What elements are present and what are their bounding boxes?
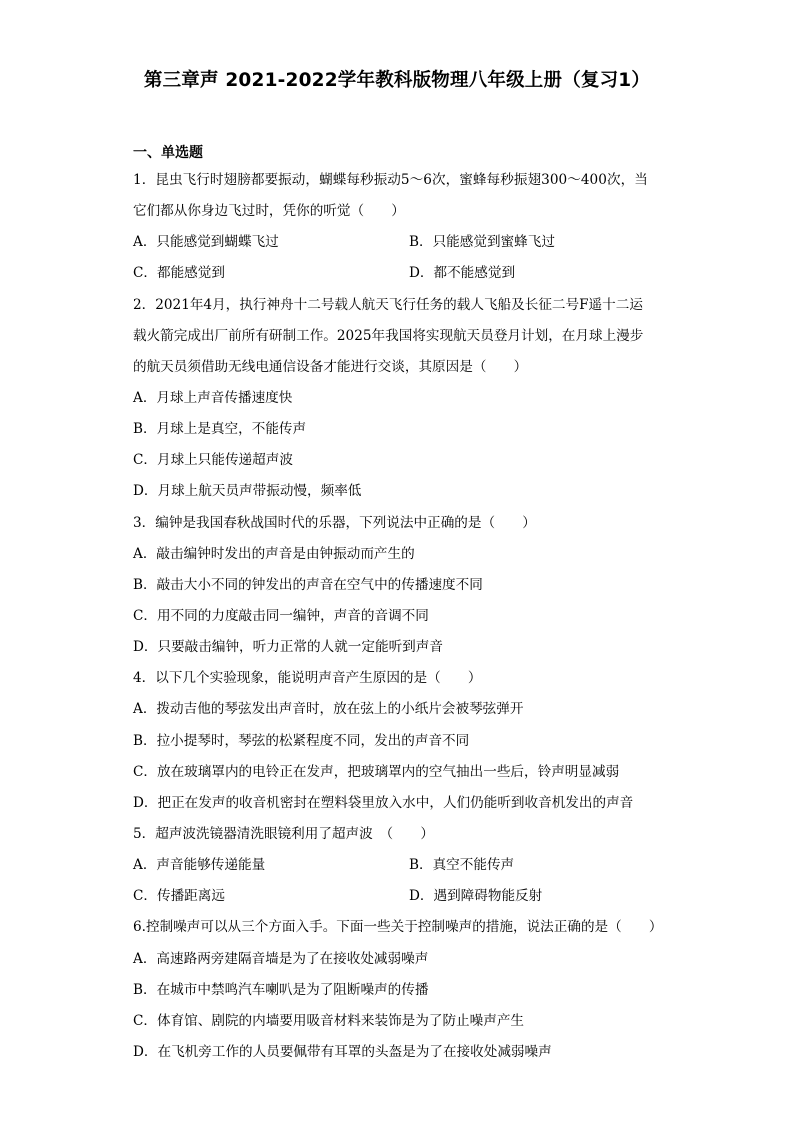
option-d[interactable]: D．都不能感觉到 <box>409 265 516 282</box>
option-d[interactable]: D．月球上航天员声带振动慢，频率低 <box>133 483 362 500</box>
question-stem-line: 它们都从你身边飞过时，凭你的听觉（ ） <box>133 203 405 220</box>
option-a[interactable]: A．只能感觉到蝴蝶飞过 <box>133 234 279 251</box>
question-3 <box>133 512 673 668</box>
option-a[interactable]: A．高速路两旁建隔音墙是为了在接收处减弱噪声 <box>133 950 429 967</box>
option-c[interactable]: C．用不同的力度敲击同一编钟，声音的音调不同 <box>133 607 429 624</box>
section-heading: 一、单选题 <box>133 145 203 161</box>
option-a[interactable]: A．拨动吉他的琴弦发出声音时，放在弦上的小纸片会被琴弦弹开 <box>133 701 524 718</box>
question-4 <box>133 667 673 823</box>
option-c[interactable]: C．传播距离远 <box>133 888 225 905</box>
option-d[interactable]: D．只要敲击编钟，听力正常的人就一定能听到声音 <box>133 639 443 656</box>
option-c[interactable]: C．体育馆、剧院的内墙要用吸音材料来装饰是为了防止噪声产生 <box>133 1012 525 1029</box>
question-2 <box>133 294 673 512</box>
option-a[interactable]: A．月球上声音传播速度快 <box>133 389 293 406</box>
option-d[interactable]: D．遇到障碍物能反射 <box>409 888 543 905</box>
question-stem-line: 3．编钟是我国春秋战国时代的乐器，下列说法中正确的是（ ） <box>133 514 536 531</box>
option-a[interactable]: A．敲击编钟时发出的声音是由钟振动而产生的 <box>133 545 415 562</box>
option-b[interactable]: B．月球上是真空，不能传声 <box>133 421 307 438</box>
option-row <box>133 262 673 293</box>
option-c[interactable]: C．月球上只能传递超声波 <box>133 452 293 469</box>
option-b[interactable]: B．真空不能传声 <box>409 857 515 874</box>
question-stem-line: 2．2021年4月，执行神舟十二号载人航天飞行任务的载人飞船及长征二号F遥十二运 <box>133 296 643 313</box>
question-5 <box>133 823 673 916</box>
option-c[interactable]: C．放在玻璃罩内的电铃正在发声，把玻璃罩内的空气抽出一些后，铃声明显减弱 <box>133 763 620 780</box>
question-list <box>133 169 673 1072</box>
option-b[interactable]: B．拉小提琴时，琴弦的松紧程度不同，发出的声音不同 <box>133 732 470 749</box>
page-title: 第三章声 2021-2022学年教科版物理八年级上册（复习1） <box>143 70 651 91</box>
option-b[interactable]: B．敲击大小不同的钟发出的声音在空气中的传播速度不同 <box>133 576 483 593</box>
option-b[interactable]: B．在城市中禁鸣汽车喇叭是为了阻断噪声的传播 <box>133 981 429 998</box>
option-row <box>133 231 673 262</box>
option-d[interactable]: D．把正在发声的收音机密封在塑料袋里放入水中，人们仍能听到收音机发出的声音 <box>133 794 634 811</box>
question-stem-line: 5．超声波洗镜器清洗眼镜利用了超声波 （ ） <box>133 825 434 842</box>
option-d[interactable]: D．在飞机旁工作的人员要佩带有耳罩的头盔是为了在接收处减弱噪声 <box>133 1043 552 1060</box>
question-stem-line: 6.控制噪声可以从三个方面入手。下面一些关于控制噪声的措施，说法正确的是（ ） <box>133 919 663 936</box>
question-1 <box>133 169 673 294</box>
option-row <box>133 885 673 916</box>
question-stem-line: 1．昆虫飞行时翅膀都要振动，蝴蝶每秒振动5～6次，蜜蜂每秒振翅300～400次，当 <box>133 172 648 188</box>
question-stem-line: 4．以下几个实验现象，能说明声音产生原因的是（ ） <box>133 670 482 687</box>
question-stem-line: 的航天员须借助无线电通信设备才能进行交谈，其原因是（ ） <box>133 358 528 375</box>
option-a[interactable]: A．声音能够传递能量 <box>133 857 266 874</box>
question-6 <box>133 916 673 1072</box>
option-c[interactable]: C．都能感觉到 <box>133 265 225 282</box>
option-b[interactable]: B．只能感觉到蜜蜂飞过 <box>409 234 555 251</box>
option-row <box>133 854 673 885</box>
question-stem-line: 载火箭完成出厂前所有研制工作。2025年我国将实现航天员登月计划，在月球上漫步 <box>133 327 644 344</box>
